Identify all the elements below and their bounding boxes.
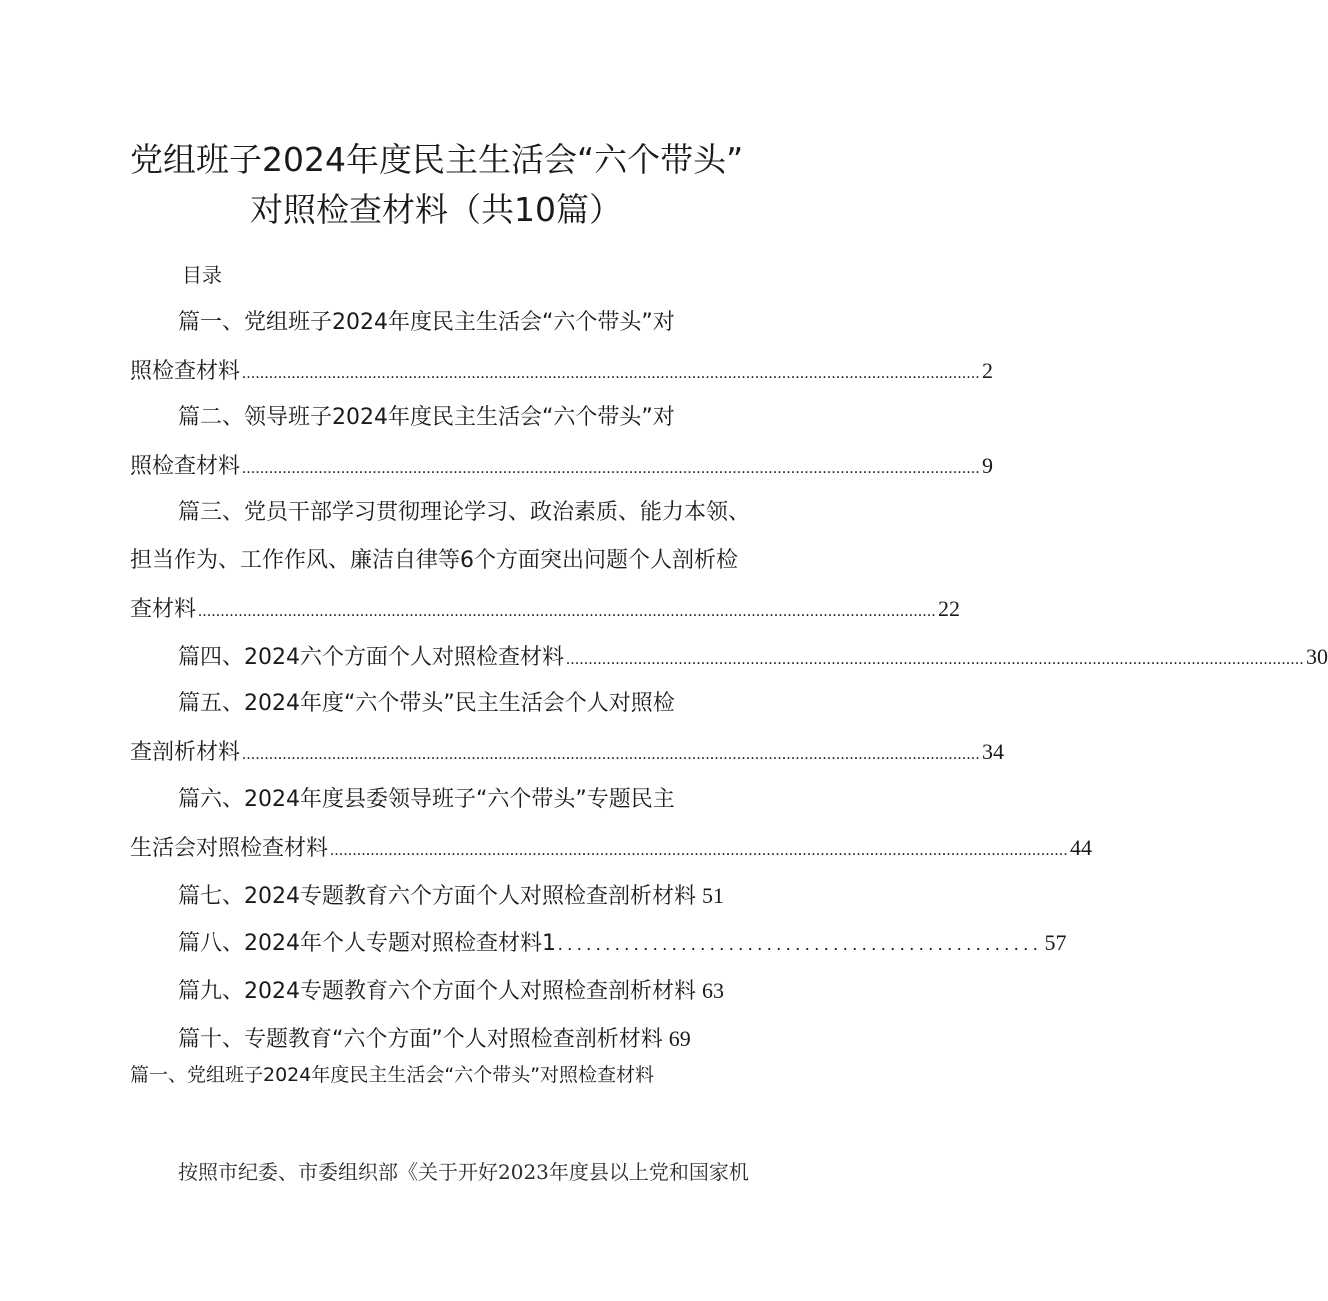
toc-leader-dots: .................................................................................................................................................................... <box>242 365 981 382</box>
toc-leader-dots: ................................................... <box>558 934 1043 954</box>
toc-entry-5-page: 34 <box>982 739 1005 764</box>
toc-entry-4-row[interactable] <box>178 642 1328 675</box>
toc-leader-dots: .................................................................................................................................................................... <box>242 460 981 477</box>
document-title-line-2: 对照检查材料（共10篇） <box>250 190 622 229</box>
toc-entry-1-page: 2 <box>982 358 994 383</box>
toc-entry-7-line-1: 篇七、2024专题教育六个方面个人对照检查剖析材料 <box>178 884 696 909</box>
toc-entry-10-line-1: 篇十、专题教育“六个方面”个人对照检查剖析材料 <box>178 1027 663 1052</box>
toc-entry-3-line-1: 篇三、党员干部学习贯彻理论学习、政治素质、能力本领、 <box>178 500 751 525</box>
toc-entry-3-line-3: 查材料 <box>130 597 197 622</box>
toc-entry-2-row[interactable] <box>130 451 994 484</box>
toc-entry-9-line-1: 篇九、2024专题教育六个方面个人对照检查剖析材料 <box>178 979 696 1004</box>
toc-entry-8-page: 57 <box>1044 930 1067 955</box>
toc-entry-3-row[interactable] <box>130 594 961 627</box>
toc-entry-8-row[interactable] <box>178 928 1067 959</box>
toc-entry-6-line-1: 篇六、2024年度县委领导班子“六个带头”专题民主 <box>178 787 675 812</box>
toc-entry-5-row[interactable] <box>130 737 1005 770</box>
toc-entry-2-page: 9 <box>982 453 994 478</box>
toc-entry-9-page: 63 <box>702 978 724 1003</box>
body-paragraph-first-line: 按照市纪委、市委组织部《关于开好2023年度县以上党和国家机 <box>178 1160 749 1184</box>
toc-entry-7-row[interactable] <box>178 881 742 912</box>
toc-entry-4-page: 30 <box>1306 644 1328 669</box>
toc-entry-5-line-2: 查剖析材料 <box>130 740 241 765</box>
toc-entry-2-line-1: 篇二、领导班子2024年度民主生活会“六个带头”对 <box>178 405 675 430</box>
toc-entry-3-page: 22 <box>938 596 961 621</box>
toc-entry-6-line-2: 生活会对照检查材料 <box>130 836 329 861</box>
toc-entry-1-row[interactable] <box>130 356 994 389</box>
toc-entry-10-page: 69 <box>668 1026 691 1051</box>
toc-entry-5-line-1: 篇五、2024年度“六个带头”民主生活会个人对照检 <box>178 691 675 716</box>
toc-heading: 目录 <box>182 263 222 287</box>
toc-leader-dots: .................................................................................................................................................................... <box>566 651 1304 668</box>
toc-leader-dots: .................................................................................................................................................................... <box>242 746 981 763</box>
toc-entry-7-page: 51 <box>702 883 724 908</box>
toc-entry-10-row[interactable] <box>178 1024 742 1055</box>
section-heading: 篇一、党组班子2024年度民主生活会“六个带头”对照检查材料 <box>130 1064 655 1086</box>
toc-entry-1-line-2: 照检查材料 <box>130 359 241 384</box>
toc-entry-2-line-2: 照检查材料 <box>130 454 241 479</box>
toc-leader-dots: .................................................................................................................................................................... <box>330 842 1069 859</box>
toc-entry-1-line-1: 篇一、党组班子2024年度民主生活会“六个带头”对 <box>178 310 675 335</box>
toc-entry-6-page: 44 <box>1070 835 1093 860</box>
document-title-line-1: 党组班子2024年度民主生活会“六个带头” <box>130 140 744 179</box>
toc-entry-9-row[interactable] <box>178 976 742 1007</box>
toc-entry-3-line-2: 担当作为、工作作风、廉洁自律等6个方面突出问题个人剖析检 <box>130 548 738 573</box>
toc-entry-4-line-1: 篇四、2024六个方面个人对照检查材料 <box>178 645 564 670</box>
toc-leader-dots: .................................................................................................................................................................... <box>198 603 937 620</box>
toc-entry-8-line-1: 篇八、2024年个人专题对照检查材料1 <box>178 931 556 956</box>
toc-entry-6-row[interactable] <box>130 833 1093 866</box>
